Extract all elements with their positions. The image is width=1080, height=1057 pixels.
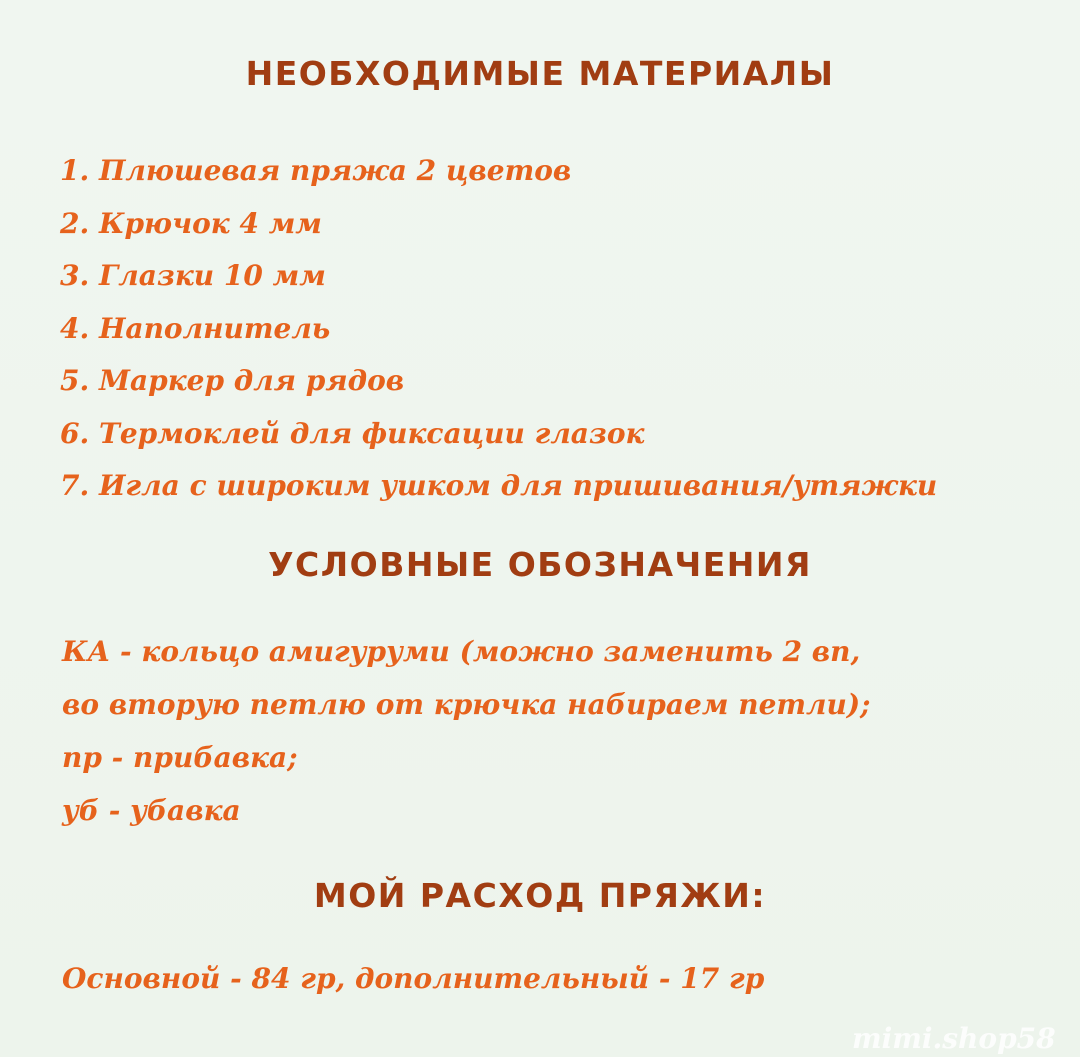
legend-list <box>62 625 870 837</box>
legend-line: пр - прибавка; <box>62 741 298 774</box>
legend-line: уб - убавка <box>62 794 241 827</box>
yarn-usage-heading: МОЙ РАСХОД ПРЯЖИ: <box>313 876 767 915</box>
list-item: 5. Маркер для рядов <box>60 364 405 397</box>
materials-list <box>60 145 937 513</box>
materials-heading: НЕОБХОДИМЫЕ МАТЕРИАЛЫ <box>245 54 835 93</box>
list-item: 3. Глазки 10 мм <box>60 259 326 292</box>
list-item: 2. Крючок 4 мм <box>60 206 322 240</box>
legend-line: во вторую петлю от крючка набираем петли); <box>62 688 871 721</box>
list-item: 4. Наполнитель <box>60 311 331 345</box>
yarn-usage-text: Основной - 84 гр, дополнительный - 17 гр <box>62 962 765 995</box>
list-item: 6. Термоклей для фиксации глазок <box>60 416 645 450</box>
list-item: 7. Игла с широким ушком для пришивания/утяжки <box>60 469 938 502</box>
legend-heading: УСЛОВНЫЕ ОБОЗНАЧЕНИЯ <box>268 545 812 584</box>
list-item: 1. Плюшевая пряжа 2 цветов <box>60 154 572 187</box>
watermark: mimi.shop58 <box>852 1022 1056 1055</box>
legend-line: КА - кольцо амигуруми (можно заменить 2 вп, <box>62 635 861 668</box>
